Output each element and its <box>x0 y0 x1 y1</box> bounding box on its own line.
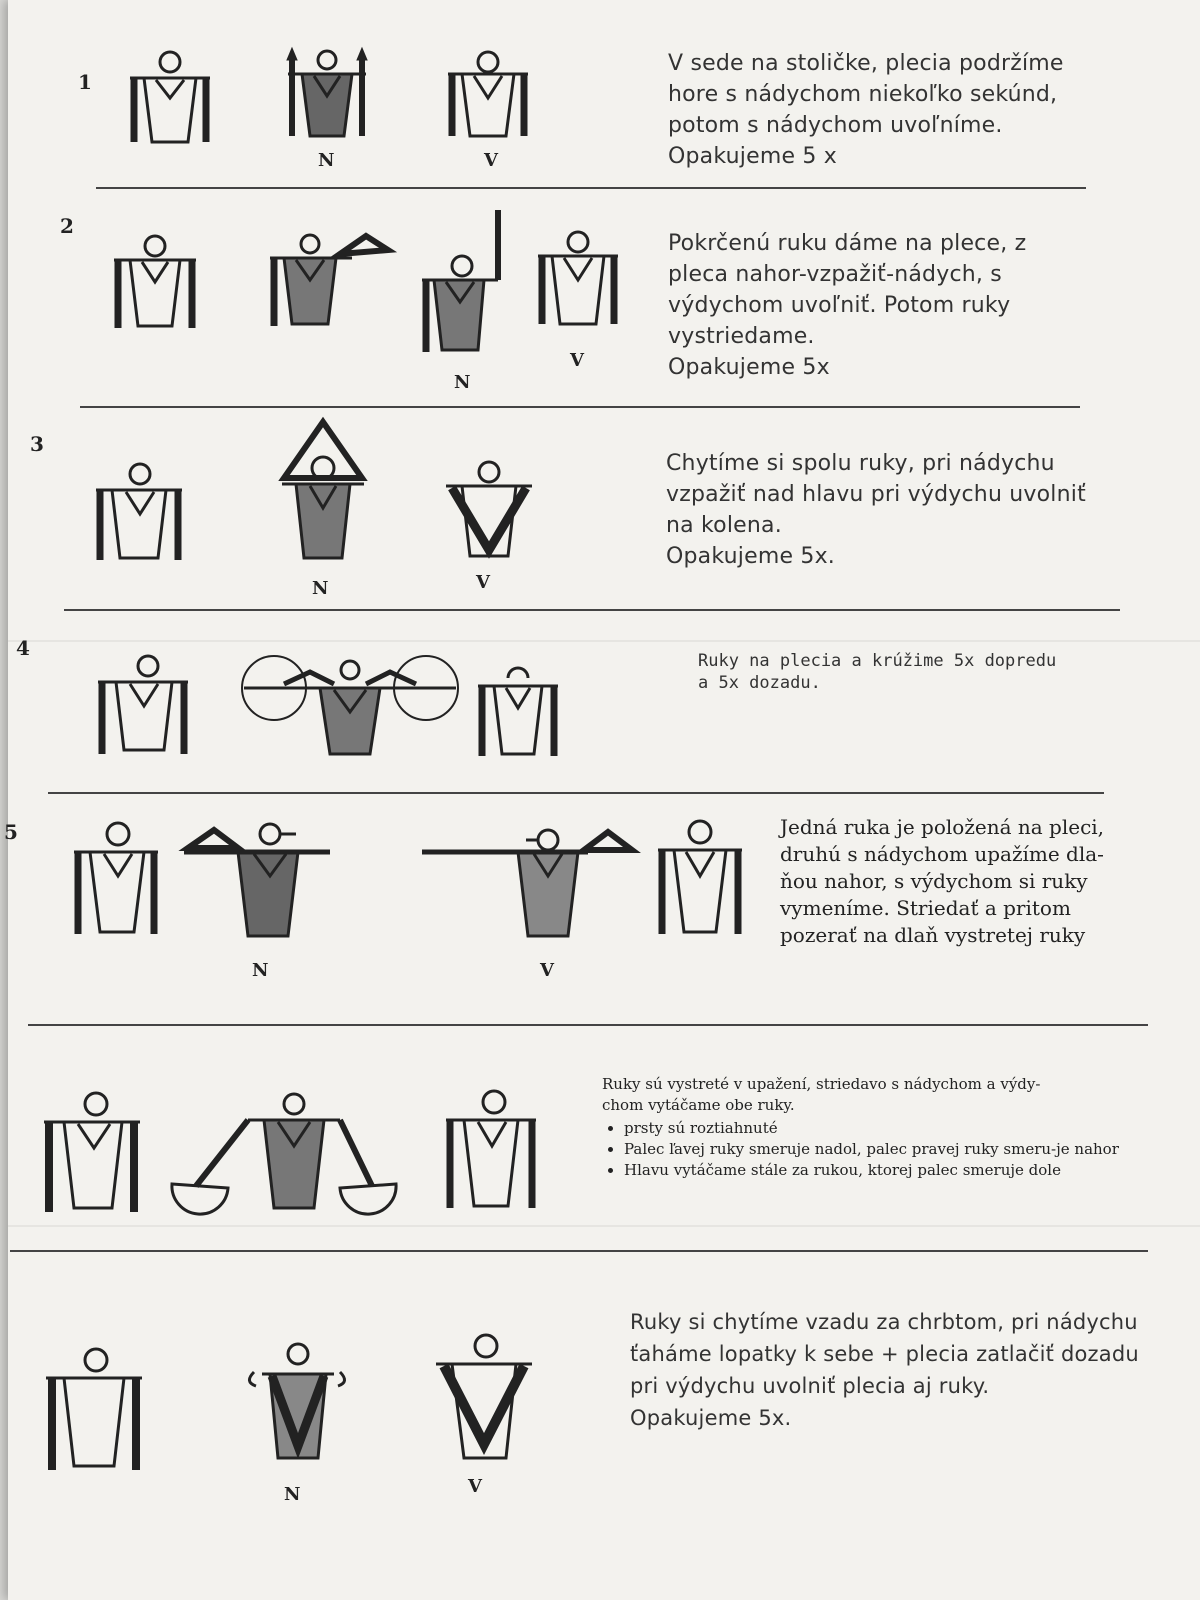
section-divider <box>48 792 1104 794</box>
exercise-2-text: Pokrčenú ruku dáme na plece, z pleca nahor-vzpažiť-nádych, s výdychom uvoľniť. Potom ruky vystriedame. Opakujeme 5x <box>668 228 1026 383</box>
figure-1-exhale <box>448 50 528 142</box>
section-divider <box>96 187 1086 189</box>
list-item: • Hlavu vytáčame stále za rukou, ktorej palec smeruje dole <box>624 1160 1142 1181</box>
figure-2-neutral <box>114 234 196 334</box>
label-inhale: N <box>284 1484 301 1505</box>
figure-5-exhale <box>658 820 742 940</box>
label-exhale: V <box>468 1476 482 1497</box>
repeat-count: Opakujeme 5x. <box>666 544 835 569</box>
label-exhale: V <box>484 150 498 171</box>
figure-6-neutral <box>44 1092 140 1216</box>
exercise-3-text: Chytíme si spolu ruky, pri nádychu vzpažiť nad hlavu pri výdychu uvolniť na kolena. Opakujeme 5x. <box>666 448 1086 572</box>
exercise-number-2: 2 <box>60 214 74 238</box>
figure-7-shoulders-back <box>242 1338 352 1464</box>
repeat-count: Opakujeme 5x. <box>630 1406 792 1430</box>
section-divider <box>28 1024 1148 1026</box>
section-divider <box>80 406 1080 408</box>
figure-5-neutral <box>74 822 158 940</box>
figure-3-hands-on-knees <box>446 460 532 566</box>
exercise-number-5: 5 <box>4 820 18 844</box>
figure-5-right-arm-out <box>422 822 638 940</box>
figure-4-shoulder-circles <box>240 654 460 766</box>
figure-1-inhale <box>286 46 368 146</box>
label-exhale: V <box>476 572 490 593</box>
figure-3-arms-over-head <box>280 418 366 568</box>
figure-6-arms-rotated <box>168 1088 400 1218</box>
figure-2-hand-on-shoulder <box>270 230 400 334</box>
exercise-1-text: V sede na stoličke, plecia podržíme hore s nádychom niekoľko sekúnd, potom s nádychom uvoľníme. Opakujeme 5 x <box>668 48 1064 172</box>
figure-4-exhale <box>478 662 558 762</box>
label-inhale: N <box>318 150 335 171</box>
exercise-7-text: Ruky si chytíme vzadu za chrbtom, pri nádychu ťaháme lopatky k sebe + plecia zatlačiť dozadu pri výdychu uvolniť plecia aj ruky. Opakujeme 5x. <box>630 1306 1139 1434</box>
label-exhale: V <box>540 960 554 981</box>
exercise-5-text: Jedná ruka je položená na pleci, druhú s nádychom upažíme dla- ňou nahor, s výdychom si ruky vymeníme. Striedať a pritom pozerať na dlaň vystretej ruky <box>780 815 1105 947</box>
label-inhale: N <box>312 578 329 599</box>
figure-1-neutral <box>130 50 210 150</box>
figure-3-neutral <box>96 462 182 568</box>
list-item: • Palec ľavej ruky smeruje nadol, palec pravej ruky smeru-je nahor <box>624 1139 1142 1160</box>
figure-7-exhale <box>436 1334 532 1466</box>
paper-fold <box>8 640 1200 642</box>
figure-6-exhale <box>446 1090 536 1214</box>
exercise-6-bullets <box>602 1118 1142 1181</box>
figure-7-neutral <box>46 1348 142 1472</box>
figure-2-arm-raised <box>422 210 508 360</box>
paper-fold <box>8 1225 1200 1227</box>
repeat-count: Opakujeme 5x <box>668 355 830 380</box>
label-exhale: V <box>570 350 584 371</box>
exercise-number-3: 3 <box>30 432 44 456</box>
repeat-count: Opakujeme 5 x <box>668 144 837 169</box>
label-inhale: N <box>454 372 471 393</box>
figure-5-left-arm-out <box>184 816 330 940</box>
section-divider <box>10 1250 1148 1252</box>
list-item: • prsty sú roztiahnuté <box>624 1118 1142 1139</box>
exercise-number-4: 4 <box>16 636 30 660</box>
section-divider <box>64 609 1120 611</box>
exercise-6-text: Ruky sú vystreté v upažení, striedavo s nádychom a výdy- chom vytáčame obe ruky. • prsty sú roztiahnuté • Palec ľavej ruky smeruje nadol, palec pravej ruky smeru-je nahor • Hlavu vytáčame stále za rukou, ktorej palec smeruje dole <box>602 1074 1142 1181</box>
figure-4-neutral <box>98 654 188 758</box>
figure-2-exhale <box>538 230 618 334</box>
exercise-number-1: 1 <box>78 70 92 94</box>
exercise-4-text: Ruky na plecia a krúžime 5x dopredu a 5x dozadu. <box>698 651 1057 693</box>
label-inhale: N <box>252 960 269 981</box>
